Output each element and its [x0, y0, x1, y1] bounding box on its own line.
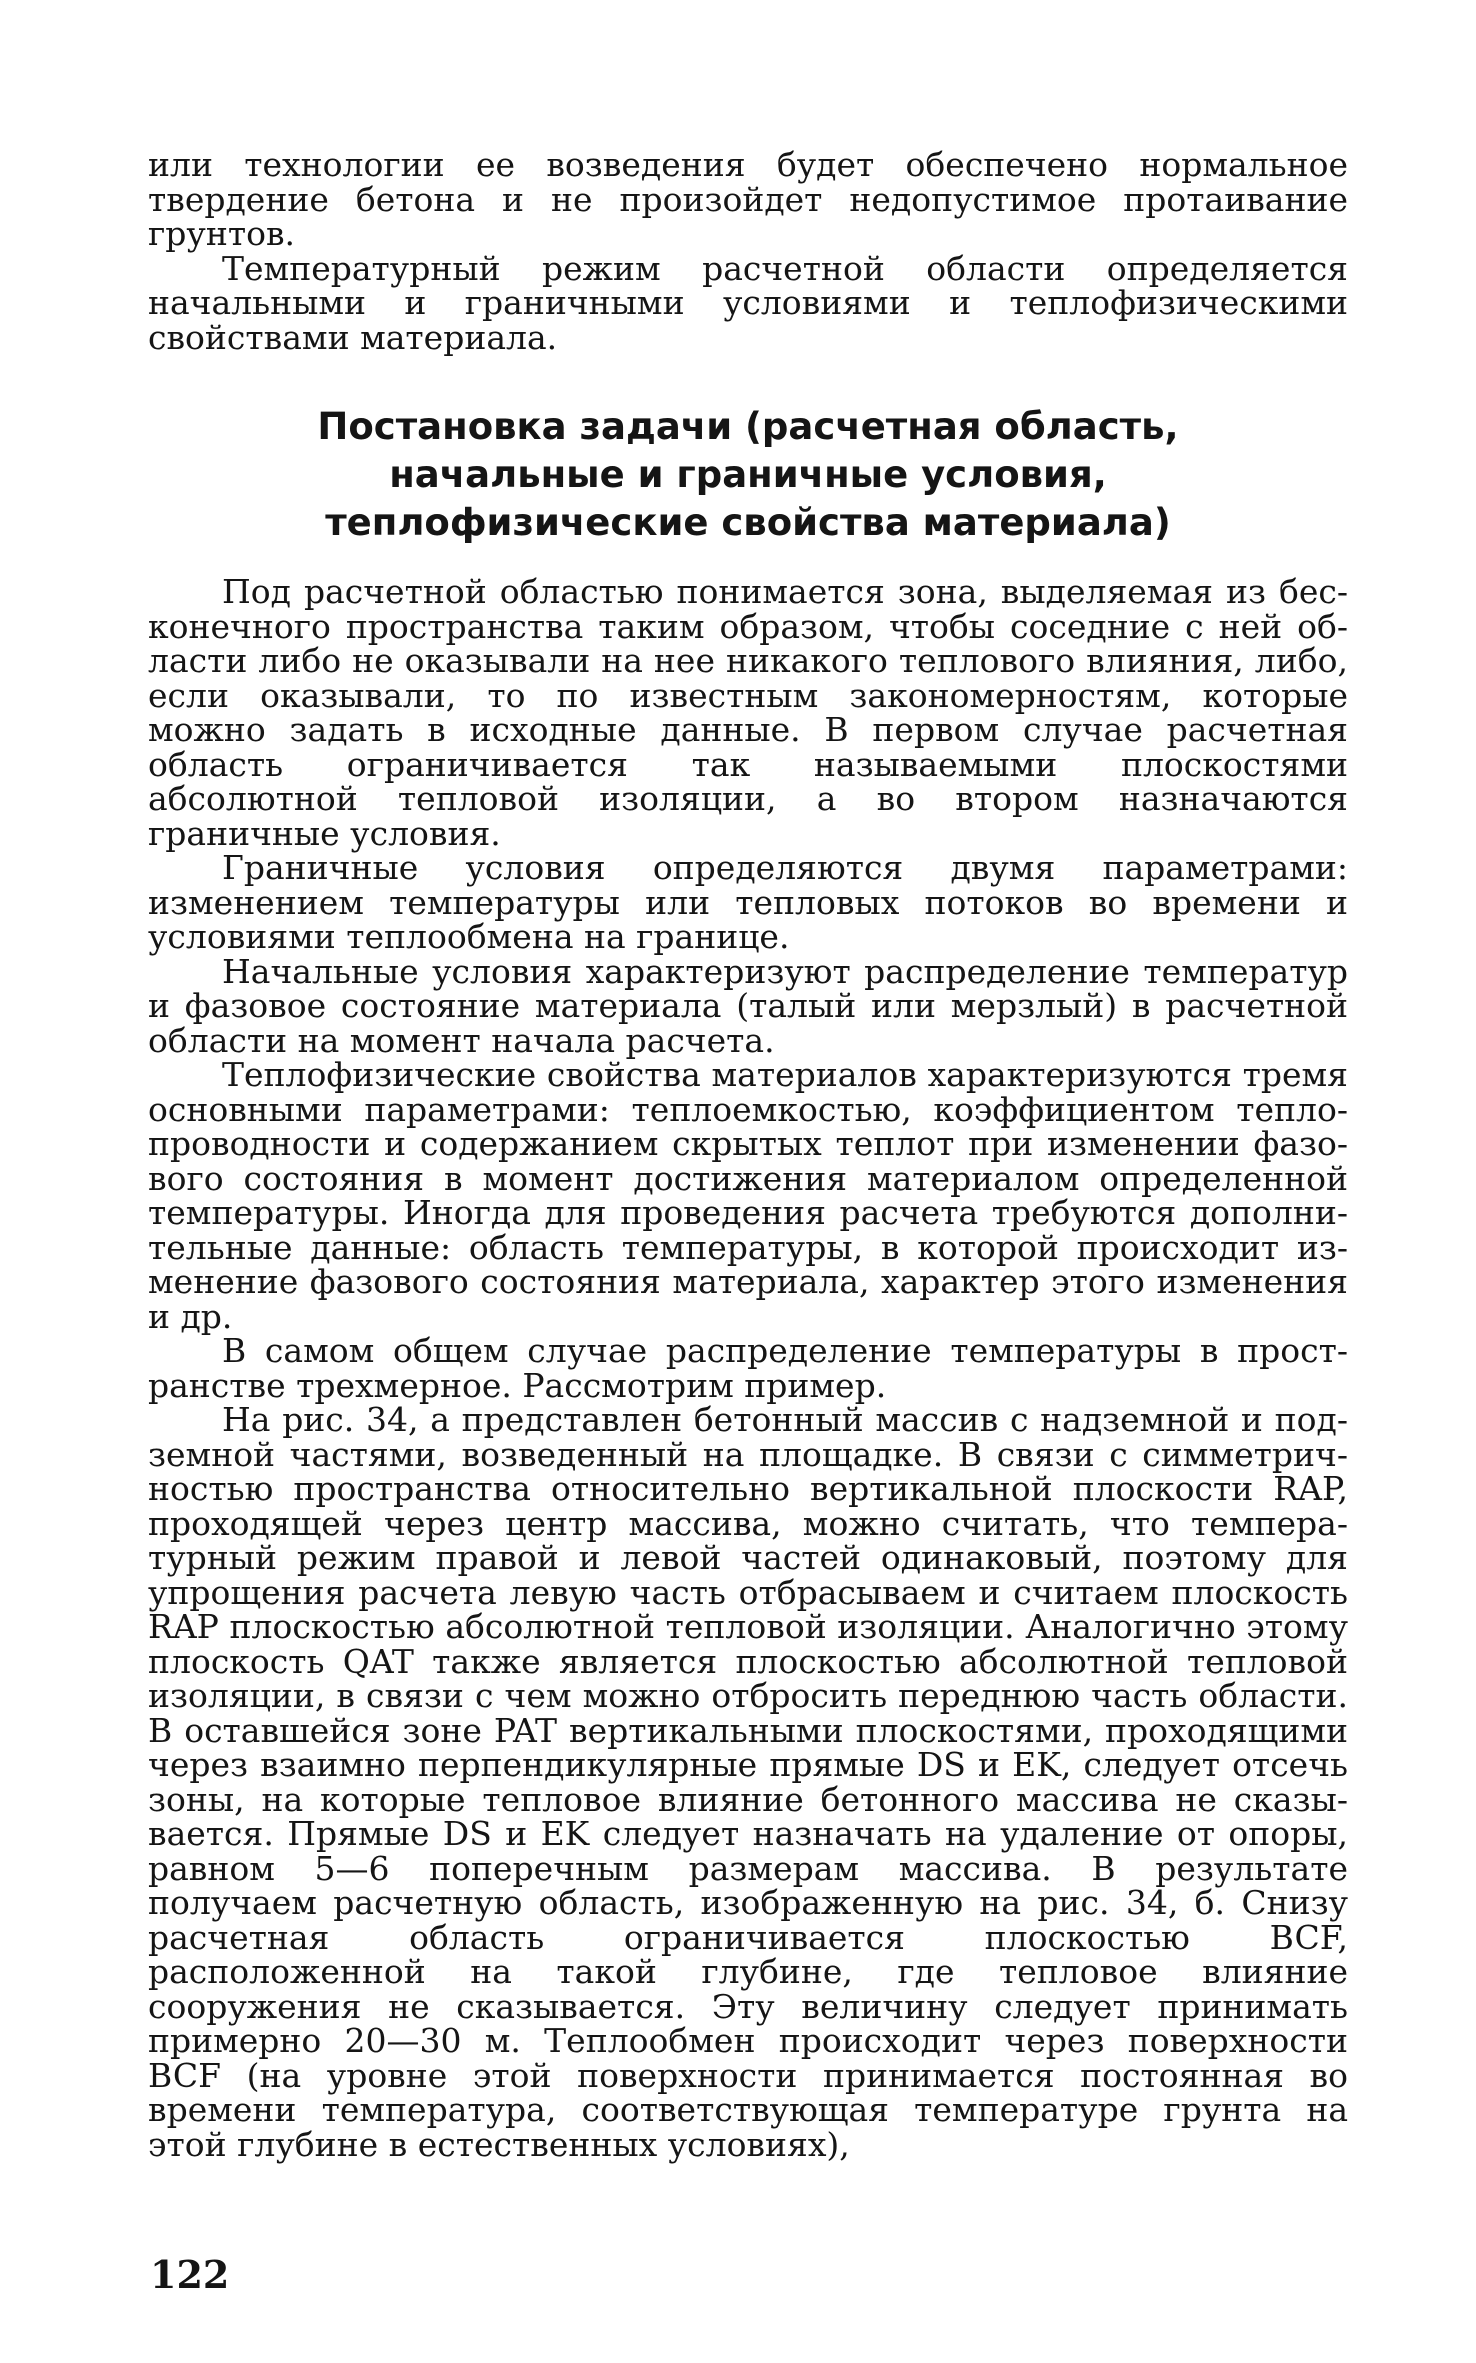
- heading-line-3: теплофизические свойства материала): [325, 501, 1171, 544]
- section-heading: [148, 403, 1348, 547]
- paragraph-boundary-conditions: Граничные условия определяются двумя параметрами: изменением температуры или тепловых потоков во времени и условиями теплообмена на границе.: [148, 848, 1348, 956]
- heading-line-2: начальные и граничные условия,: [389, 453, 1107, 496]
- paragraph-three-dimensional: В самом общем случае распределение температуры в пространстве трехмерное. Рассмотрим пример.: [148, 1331, 1348, 1405]
- text-block: [148, 145, 1348, 2164]
- paragraph-thermophysical-properties: Теплофизические свойства материалов характеризуются тремя основными параметрами: теплоемкостью, коэффициентом теплопроводности и содержанием скрытых теплот при изменении фазового состояния в момент достижения материалом определенной температуры. Иногда для проведения расчета требуются дополнительные данные: область температуры, в которой происходит изменение фазового состояния материала, характер этого изменения и др.: [148, 1055, 1348, 1336]
- heading-line-1: Постановка задачи (расчетная область,: [317, 405, 1179, 448]
- paragraph-example: На рис. 34, а представлен бетонный массив с надземной и подземной частями, возведенный на площадке. В связи с симметричностью пространства относительно вертикальной плоскости RAP, проходящей через центр массива, можно считать, что температурный режим правой и левой частей одинаковый, поэтому для упрощения расчета левую часть отбрасываем и считаем плоскость RAP плоскостью абсолютной тепловой изоляции. Аналогично этому плоскость QAT также является плоскостью абсолютной тепловой изоляции, в связи с чем можно отбросить переднюю часть области. В оставшейся зоне PAT вертикальными плоскостями, проходящими через взаимно перпендикулярные прямые DS и EK, следует отсечь зоны, на которые тепловое влияние бетонного массива не сказывается. Прямые DS и EK следует назначать на удаление от опоры, равном 5—6 поперечным размерам массива. В результате получаем расчетную область, изображенную на рис. 34, б. Снизу расчетная область ограничивается плоскостью BCF, расположенной на такой глубине, где тепловое влияние сооружения не сказывается. Эту величину следует принимать примерно 20—30 м. Теплообмен происходит через поверхности BCF (на уровне этой поверхности принимается постоянная во времени температура, соответствующая температуре грунта на этой глубине в естественных условиях),: [148, 1400, 1348, 2164]
- paragraph-continuation: или технологии ее возведения будет обеспечено нормальное твердение бетона и не произойдет недопустимое протаивание грунтов.: [148, 145, 1348, 253]
- page-number: 122: [150, 2252, 230, 2297]
- paragraph-computational-domain: Под расчетной областью понимается зона, выделяемая из бесконечного пространства таким образом, чтобы соседние с ней области либо не оказывали на нее никакого теплового влияния, либо, если оказывали, то по известным закономерностям, которые можно задать в исходные данные. В первом случае расчетная область ограничивается так называемыми плоскостями абсолютной тепловой изоляции, а во втором назначаются граничные условия.: [148, 572, 1348, 853]
- paragraph-temperature-regime: Температурный режим расчетной области определяется начальными и граничными условиями и теплофизическими свойствами материала.: [148, 248, 1348, 357]
- paragraph-initial-conditions: Начальные условия характеризуют распределение температур и фазовое состояние материала (талый или мерзлый) в расчетной области на момент начала расчета.: [148, 951, 1348, 1060]
